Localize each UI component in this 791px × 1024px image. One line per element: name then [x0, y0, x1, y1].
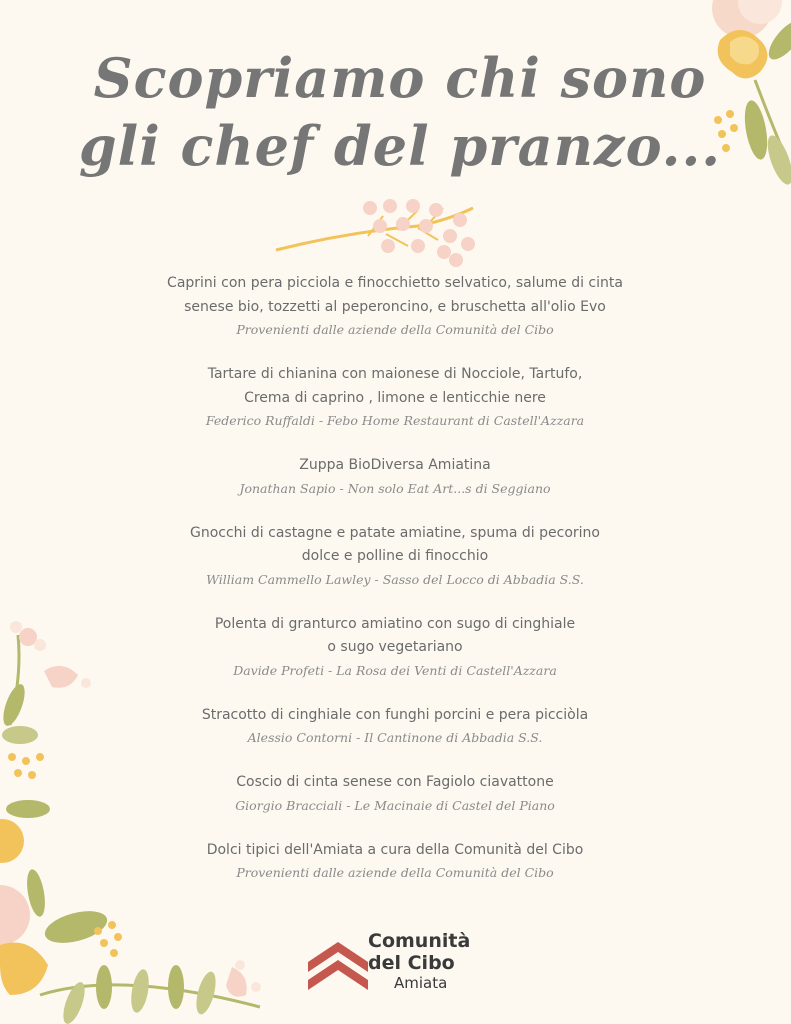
dish-name: Coscio di cinta senese con Fagiolo ciavattone — [236, 774, 554, 790]
course-item — [95, 522, 695, 591]
chef-credit: Alessio Contorni - Il Cantinone di Abbadia S.S. — [247, 730, 543, 745]
chef-credit: Davide Profeti - La Rosa dei Venti di Castell'Azzara — [233, 662, 557, 678]
sprig-icon — [268, 196, 488, 272]
dish-name: Gnocchi di castagne e patate amiatine, spuma di pecorino dolce e polline di finocchio — [190, 524, 600, 564]
chef-credit: William Cammello Lawley - Sasso del Locco di Abbadia S.S. — [206, 571, 584, 587]
logo-line-3: Amiata — [394, 974, 448, 992]
dish-name: Stracotto di cinghiale con funghi porcini e pera picciòla — [201, 706, 589, 723]
course-item — [95, 454, 695, 500]
logo-chevron-icon — [306, 936, 370, 990]
logo-line-2: del Cibo — [368, 952, 455, 974]
page-title: Scopriamo chi sono gli chef del pranzo... — [78, 46, 722, 178]
chef-credit: Jonathan Sapio - Non solo Eat Art...s di Seggiano — [239, 480, 551, 496]
dish-name: Zuppa BioDiversa Amiatina — [299, 457, 491, 473]
dish-name: Tartare di chianina con maionese di Nocciole, Tartufo, Crema di caprino , limone e lenticchie nere — [207, 366, 583, 406]
floral-decoration-bottom-left — [0, 615, 270, 1024]
logo-text — [368, 930, 470, 992]
dish-name: Polenta di granturco amiatino con sugo di cinghiale o sugo vegetariano — [214, 615, 576, 655]
course-item — [95, 272, 695, 341]
chef-credit: Provenienti dalle aziende della Comunità del Cibo — [236, 322, 554, 337]
chef-credit: Federico Ruffaldi - Febo Home Restaurant di Castell'Azzara — [205, 413, 585, 428]
dish-name: Dolci tipici dell'Amiata a cura della Comunità del Cibo — [206, 841, 584, 858]
dish-name: Caprini con pera picciola e finocchietto selvatico, salume di cinta senese bio, tozzetti al peperoncino, e bruschetta all'olio Evo — [167, 275, 623, 315]
course-item — [95, 363, 695, 432]
chef-credit: Provenienti dalle aziende della Comunità del Cibo — [236, 865, 554, 880]
logo-line-1: Comunità — [368, 930, 471, 952]
logo — [300, 930, 500, 994]
chef-credit: Giorgio Bracciali - Le Macinaie di Castel del Piano — [235, 797, 555, 813]
